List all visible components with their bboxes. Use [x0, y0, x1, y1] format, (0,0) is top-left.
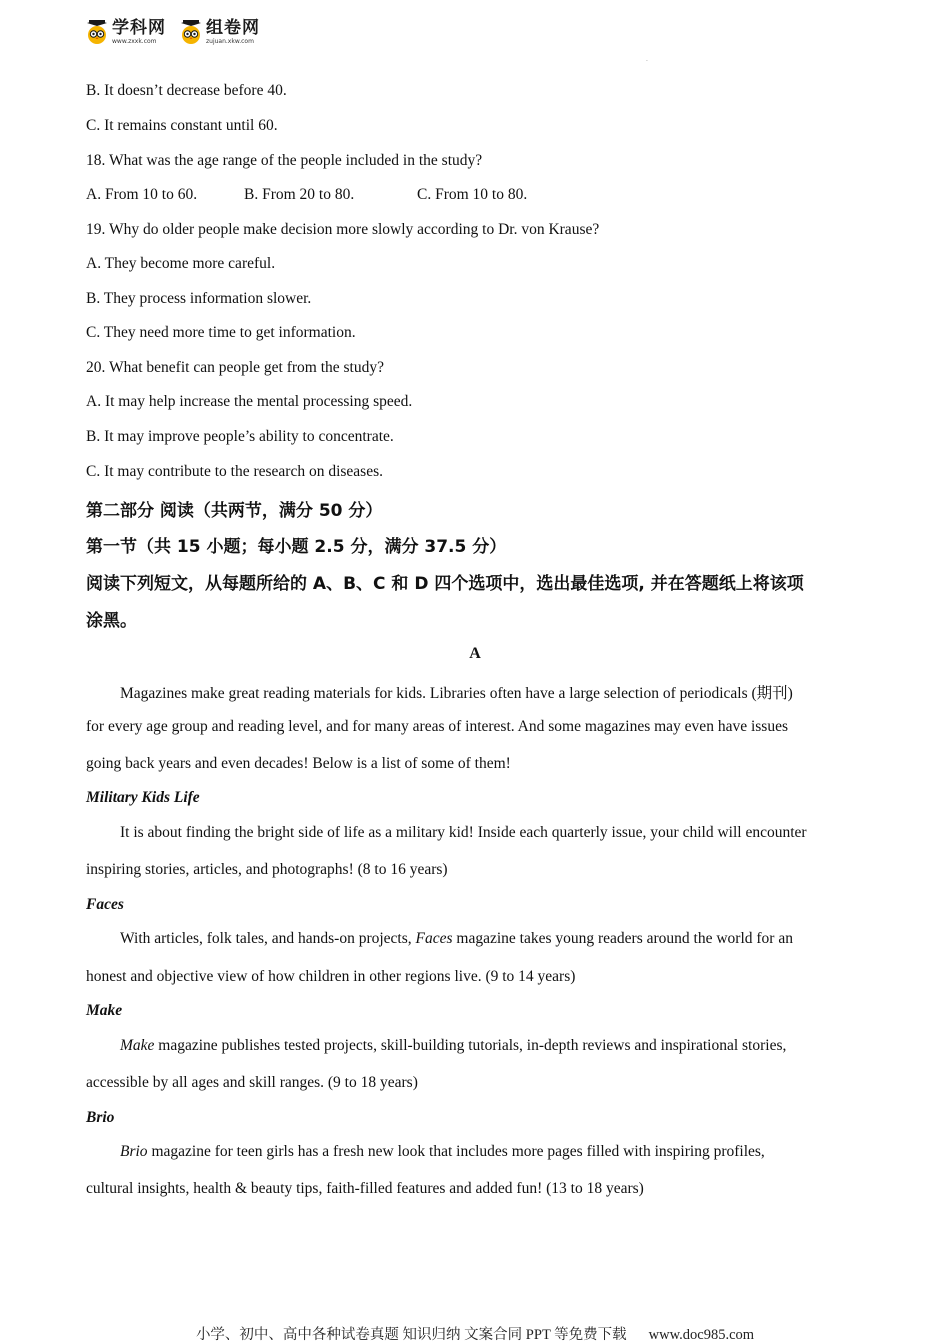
logo-url: zujuan.xkw.com	[206, 37, 254, 45]
q19-option-b: B. They process information slower.	[86, 290, 312, 307]
instructions-line-2: 涂黑。	[86, 611, 137, 631]
q20-option-a: A. It may help increase the mental processing speed.	[86, 393, 413, 410]
footer-site-link[interactable]: www.doc985.com	[648, 1327, 755, 1343]
magazine-title: Faces	[86, 896, 124, 913]
q19-option-a: A. They become more careful.	[86, 255, 276, 272]
q18-option-c: C. From 10 to 80.	[417, 186, 528, 203]
passage-label: A	[469, 645, 481, 662]
owl-mascot-icon	[180, 20, 202, 44]
logo-url: www.zxxk.com	[112, 37, 157, 45]
magazine-desc-line: honest and objective view of how children in other regions live. (9 to 14 years)	[86, 968, 576, 985]
intro-line-3: going back years and even decades! Below is a list of some of them!	[86, 755, 511, 772]
owl-mascot-icon	[86, 20, 108, 44]
q19-question: 19. Why do older people make decision more slowly according to Dr. von Krause?	[86, 221, 600, 238]
q20-option-b: B. It may improve people’s ability to concentrate.	[86, 428, 394, 445]
text-run: With articles, folk tales, and hands-on projects,	[120, 930, 416, 947]
text-run: magazine takes young readers around the world for an	[452, 930, 793, 947]
logo-name: 学科网	[112, 17, 166, 38]
intro-line-1: Magazines make great reading materials for kids. Libraries often have a large selection of periodicals (期刊)	[120, 685, 793, 702]
text-run: magazine for teen girls has a fresh new look that includes more pages filled with inspiring profiles,	[147, 1143, 765, 1160]
q17-option-c: C. It remains constant until 60.	[86, 117, 278, 134]
magazine-desc-line	[120, 1143, 765, 1161]
magazine-desc-line	[120, 1037, 786, 1055]
magazine-desc-line	[120, 930, 793, 948]
magazine-title: Make	[86, 1002, 123, 1019]
q17-option-b: B. It doesn’t decrease before 40.	[86, 82, 287, 99]
page-header	[86, 14, 260, 50]
magazine-name-italic: Make	[120, 1037, 155, 1054]
page-mark: ·	[646, 58, 648, 65]
magazine-name-italic: Faces	[415, 930, 453, 947]
magazine-desc-line: accessible by all ages and skill ranges. (9 to 18 years)	[86, 1074, 418, 1091]
logo-zujuanwang[interactable]	[180, 17, 260, 45]
magazine-desc-line: It is about finding the bright side of life as a military kid! Inside each quarterly issue, your child will encounter	[120, 824, 807, 841]
q18-option-b: B. From 20 to 80.	[244, 186, 355, 203]
text-run: magazine publishes tested projects, skill-building tutorials, in-depth reviews and inspirational stories,	[154, 1037, 787, 1054]
magazine-title: Brio	[86, 1109, 115, 1126]
instructions-line-1: 阅读下列短文，从每题所给的 A、B、C 和 D 四个选项中，选出最佳选项, 并在答题纸上将该项	[86, 574, 804, 594]
section-1-heading: 第一节（共 15 小题；每小题 2.5 分，满分 37.5 分）	[86, 537, 507, 557]
magazine-desc-line: cultural insights, health & beauty tips, faith-filled features and added fun! (13 to 18 years)	[86, 1180, 644, 1197]
q18-option-a: A. From 10 to 60.	[86, 186, 198, 203]
magazine-title: Military Kids Life	[86, 789, 200, 806]
q19-option-c: C. They need more time to get information.	[86, 324, 356, 341]
q20-question: 20. What benefit can people get from the study?	[86, 359, 384, 376]
magazine-name-italic: Brio	[120, 1143, 148, 1160]
logo-xuekewang[interactable]	[86, 17, 166, 45]
magazine-desc-line: inspiring stories, articles, and photographs! (8 to 16 years)	[86, 861, 448, 878]
q20-option-c: C. It may contribute to the research on diseases.	[86, 463, 383, 480]
page-footer	[0, 1323, 950, 1344]
logo-name: 组卷网	[206, 17, 260, 38]
q18-question: 18. What was the age range of the people included in the study?	[86, 152, 483, 169]
footer-text: 小学、初中、高中各种试卷真题 知识归纳 文案合同 PPT 等免费下载	[195, 1327, 627, 1343]
intro-line-2: for every age group and reading level, and for many areas of interest. And some magazines may even have issues	[86, 718, 788, 735]
section-part2-heading: 第二部分 阅读（共两节，满分 50 分）	[86, 501, 383, 521]
